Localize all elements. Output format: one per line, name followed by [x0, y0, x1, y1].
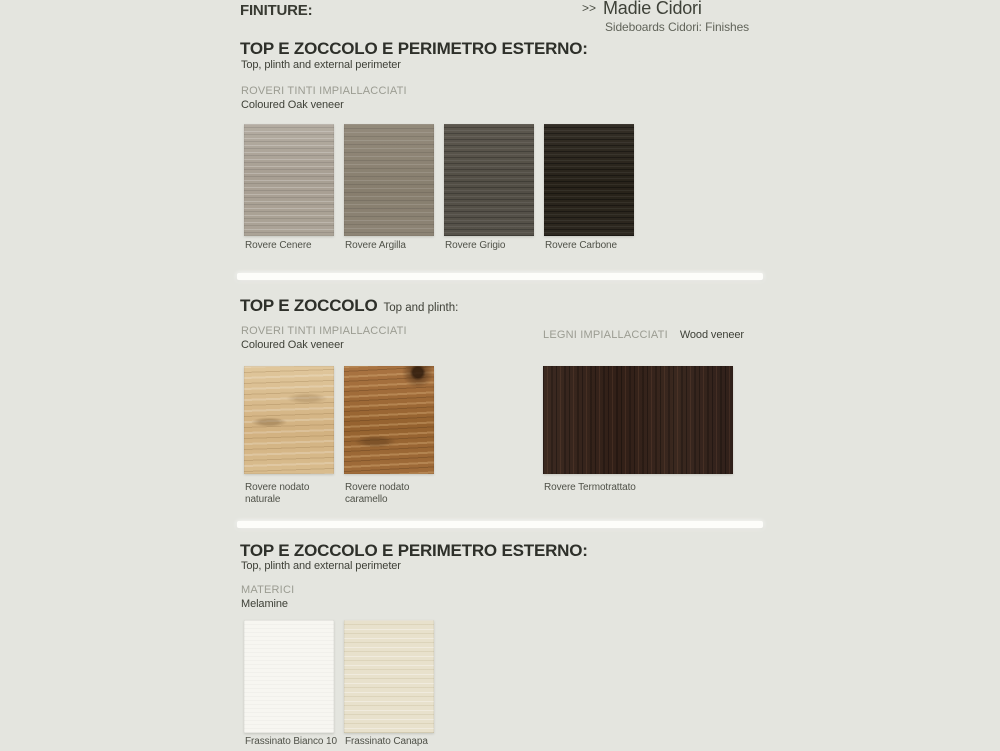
group-label-en: Coloured Oak veneer: [241, 99, 344, 111]
group-label-row: [543, 325, 744, 343]
swatch-label: Rovere Termotrattato: [544, 482, 636, 493]
section-heading: TOP E ZOCCOLO E PERIMETRO ESTERNO:: [240, 39, 588, 58]
section-divider: [237, 521, 763, 528]
brand-title: [582, 0, 702, 19]
group-label-it: LEGNI IMPIALLACCIATI: [543, 329, 668, 341]
section-heading: TOP E ZOCCOLO E PERIMETRO ESTERNO:: [240, 541, 588, 560]
swatch-label: Rovere nodato caramello: [345, 482, 410, 505]
group-label-it: ROVERI TINTI IMPIALLACCIATI: [241, 85, 407, 97]
swatch-label: Rovere Grigio: [445, 240, 506, 251]
section-divider: [237, 273, 763, 280]
group-label-en: Coloured Oak veneer: [241, 339, 344, 351]
swatch-label: Frassinato Bianco 10: [245, 736, 337, 747]
swatch-label: Frassinato Canapa: [345, 736, 428, 747]
brand-name: Madie Cidori: [603, 0, 702, 18]
double-chevron-icon: >>: [582, 1, 597, 15]
finish-swatch-rovere-grigio: [444, 124, 534, 236]
swatch-label: Rovere Argilla: [345, 240, 406, 251]
finish-swatch-frassinato-canapa: [344, 620, 434, 733]
finish-swatch-rovere-nodato-naturale: [244, 366, 334, 474]
finish-swatch-rovere-cenere: [244, 124, 334, 236]
section-subheading: Top, plinth and external perimeter: [241, 59, 401, 71]
swatch-label: Rovere Cenere: [245, 240, 312, 251]
finish-swatch-frassinato-bianco: [244, 620, 334, 733]
finish-swatch-rovere-nodato-caramello: [344, 366, 434, 474]
section-heading-suffix: Top and plinth:: [383, 302, 459, 314]
finish-swatch-rovere-argilla: [344, 124, 434, 236]
group-label-en: Wood veneer: [679, 329, 744, 341]
swatch-label: Rovere Carbone: [545, 240, 617, 251]
page-title: FINITURE:: [240, 2, 313, 19]
section-subheading: Top, plinth and external perimeter: [241, 560, 401, 572]
section-heading-text: TOP E ZOCCOLO: [240, 296, 378, 315]
group-label-en: Melamine: [241, 598, 288, 610]
group-label-it: MATERICI: [241, 584, 295, 596]
finish-swatch-rovere-termotrattato: [543, 366, 733, 474]
brand-subtitle: Sideboards Cidori: Finishes: [605, 20, 750, 34]
group-label-it: ROVERI TINTI IMPIALLACCIATI: [241, 325, 407, 337]
swatch-label: Rovere nodato naturale: [245, 482, 310, 505]
finish-swatch-rovere-carbone: [544, 124, 634, 236]
section-heading: [240, 296, 458, 316]
